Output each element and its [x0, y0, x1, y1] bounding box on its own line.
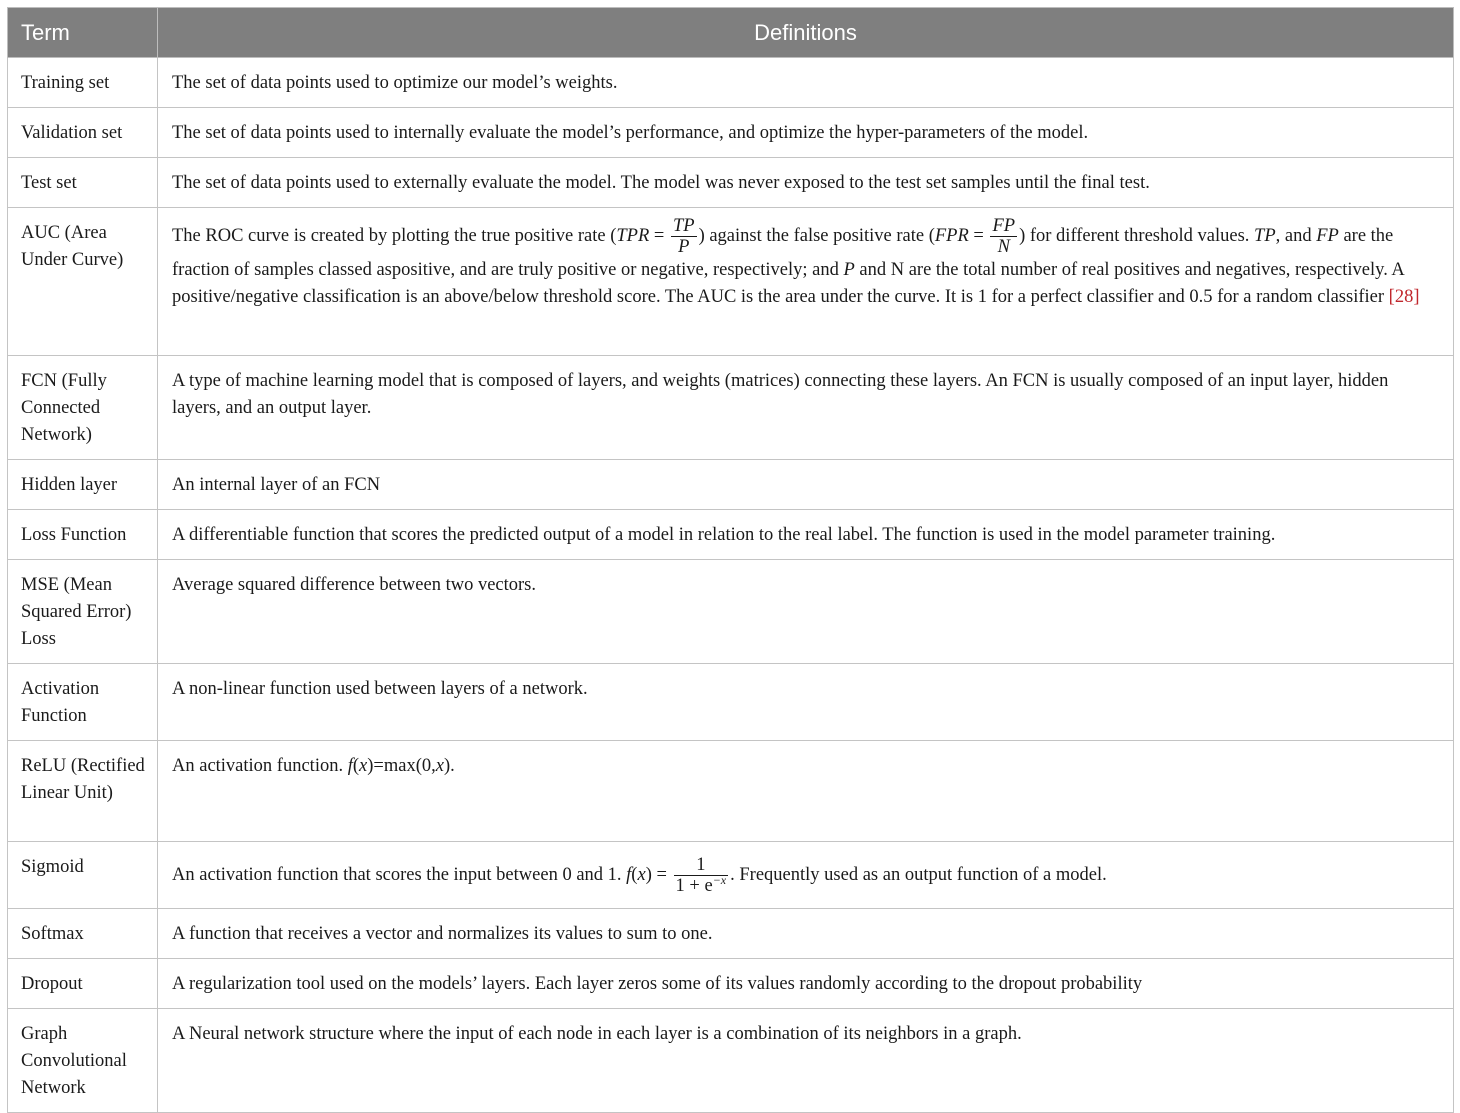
header-definitions: Definitions	[158, 8, 1454, 58]
table-row	[8, 510, 1454, 560]
text: =	[649, 225, 669, 246]
math-var: f	[347, 756, 353, 776]
fraction-numerator: TP	[672, 216, 695, 236]
fraction-numerator: FP	[992, 216, 1016, 236]
definition-cell: Average squared difference between two vectors.	[158, 560, 1454, 664]
fraction-denominator: P	[678, 237, 690, 257]
text: The ROC curve is created by plotting the true positive rate (	[172, 225, 617, 246]
text: are the fraction of samples classed aspositive, and are truly positive or negative, respectively; and	[172, 225, 1394, 280]
definition-cell: A differentiable function that scores the predicted output of a model in relation to the real label. The function is used in the model parameter training.	[158, 510, 1454, 560]
term-cell: MSE (Mean Squared Error) Loss	[8, 560, 158, 664]
math-var: FP	[1316, 225, 1339, 246]
table-row	[8, 741, 1454, 842]
math-var: f	[626, 864, 632, 885]
definition-cell: A regularization tool used on the models’ layers. Each layer zeros some of its values randomly according to the dropout probability	[158, 959, 1454, 1009]
term-cell: Sigmoid	[8, 842, 158, 909]
term-cell: Validation set	[8, 108, 158, 158]
definition-cell: A Neural network structure where the input of each node in each layer is a combination of its neighbors in a graph.	[158, 1009, 1454, 1113]
term-cell: AUC (Area Under Curve)	[8, 208, 158, 356]
text: An activation function that scores the input between 0 and 1.	[172, 864, 627, 885]
text: ) for different threshold values.	[1019, 225, 1255, 246]
term-cell: ReLU (Rectified Linear Unit)	[8, 741, 158, 842]
text: (	[352, 756, 360, 776]
definition-cell: A type of machine learning model that is composed of layers, and weights (matrices) connecting these layers. An FCN is usually composed of an input layer, hidden layers, and an output layer.	[158, 356, 1454, 460]
term-cell: Dropout	[8, 959, 158, 1009]
denominator-base: 1 + e	[675, 875, 713, 896]
text: ) against the false positive rate (	[698, 225, 935, 246]
text: , and	[1275, 225, 1317, 246]
citation-link[interactable]: [28]	[1388, 287, 1420, 307]
fraction-denominator: N	[997, 237, 1010, 257]
table-row	[8, 842, 1454, 909]
math-var: FPR	[934, 225, 969, 246]
math-var: TP	[1254, 225, 1276, 246]
table-row	[8, 208, 1454, 356]
definition-cell: The set of data points used to optimize our model’s weights.	[158, 58, 1454, 108]
header-row	[8, 8, 1454, 58]
fraction-denominator	[674, 872, 729, 896]
table-row	[8, 58, 1454, 108]
math-var: P	[843, 260, 855, 280]
text: (	[631, 864, 638, 885]
term-cell: Graph Convolutional Network	[8, 1009, 158, 1113]
definition-cell: The set of data points used to internally evaluate the model’s performance, and optimize the hyper-parameters of the model.	[158, 108, 1454, 158]
math-var: TPR	[616, 225, 650, 246]
terms-table	[7, 7, 1454, 1113]
tpr-fraction	[671, 216, 697, 257]
definition-cell: A function that receives a vector and normalizes its values to sum to one.	[158, 909, 1454, 959]
table-row	[8, 560, 1454, 664]
definition-cell	[158, 208, 1454, 356]
table-row	[8, 1009, 1454, 1113]
term-cell: Training set	[8, 58, 158, 108]
definition-cell: The set of data points used to externally evaluate the model. The model was never exposed to the test set samples until the final test.	[158, 158, 1454, 208]
table-row	[8, 108, 1454, 158]
text: ) =	[645, 864, 672, 885]
term-cell: Softmax	[8, 909, 158, 959]
fraction-numerator: 1	[674, 855, 729, 876]
term-cell: Activation Function	[8, 664, 158, 741]
term-cell: Loss Function	[8, 510, 158, 560]
table-row	[8, 959, 1454, 1009]
text: =	[968, 225, 989, 246]
text: and N are the total number of real positives and negatives, respectively. A positive/negative classification is an above/below threshold score. The AUC is the area under the curve. It is 1 for a perfect classifier and 0.5 for a random classifier	[172, 260, 1404, 307]
term-cell: Test set	[8, 158, 158, 208]
definition-cell: An internal layer of an FCN	[158, 460, 1454, 510]
term-cell: Hidden layer	[8, 460, 158, 510]
math-var: x	[359, 756, 368, 776]
exponent: −x	[712, 872, 727, 887]
definition-cell	[158, 741, 1454, 842]
table-row	[8, 158, 1454, 208]
sigmoid-fraction	[674, 855, 729, 896]
table-row	[8, 664, 1454, 741]
math-var: x	[435, 756, 444, 776]
term-cell: FCN (Fully Connected Network)	[8, 356, 158, 460]
text: . Frequently used as an output function of a model.	[730, 864, 1107, 885]
fpr-fraction	[990, 216, 1017, 257]
text: )=max(0,	[367, 756, 436, 776]
text: An activation function.	[172, 756, 348, 776]
definition-cell	[158, 842, 1454, 909]
math-var: x	[637, 864, 646, 885]
definition-cell: A non-linear function used between layers of a network.	[158, 664, 1454, 741]
text: ).	[443, 756, 455, 776]
table-row	[8, 460, 1454, 510]
table-row	[8, 356, 1454, 460]
table-row	[8, 909, 1454, 959]
header-term: Term	[8, 8, 158, 58]
